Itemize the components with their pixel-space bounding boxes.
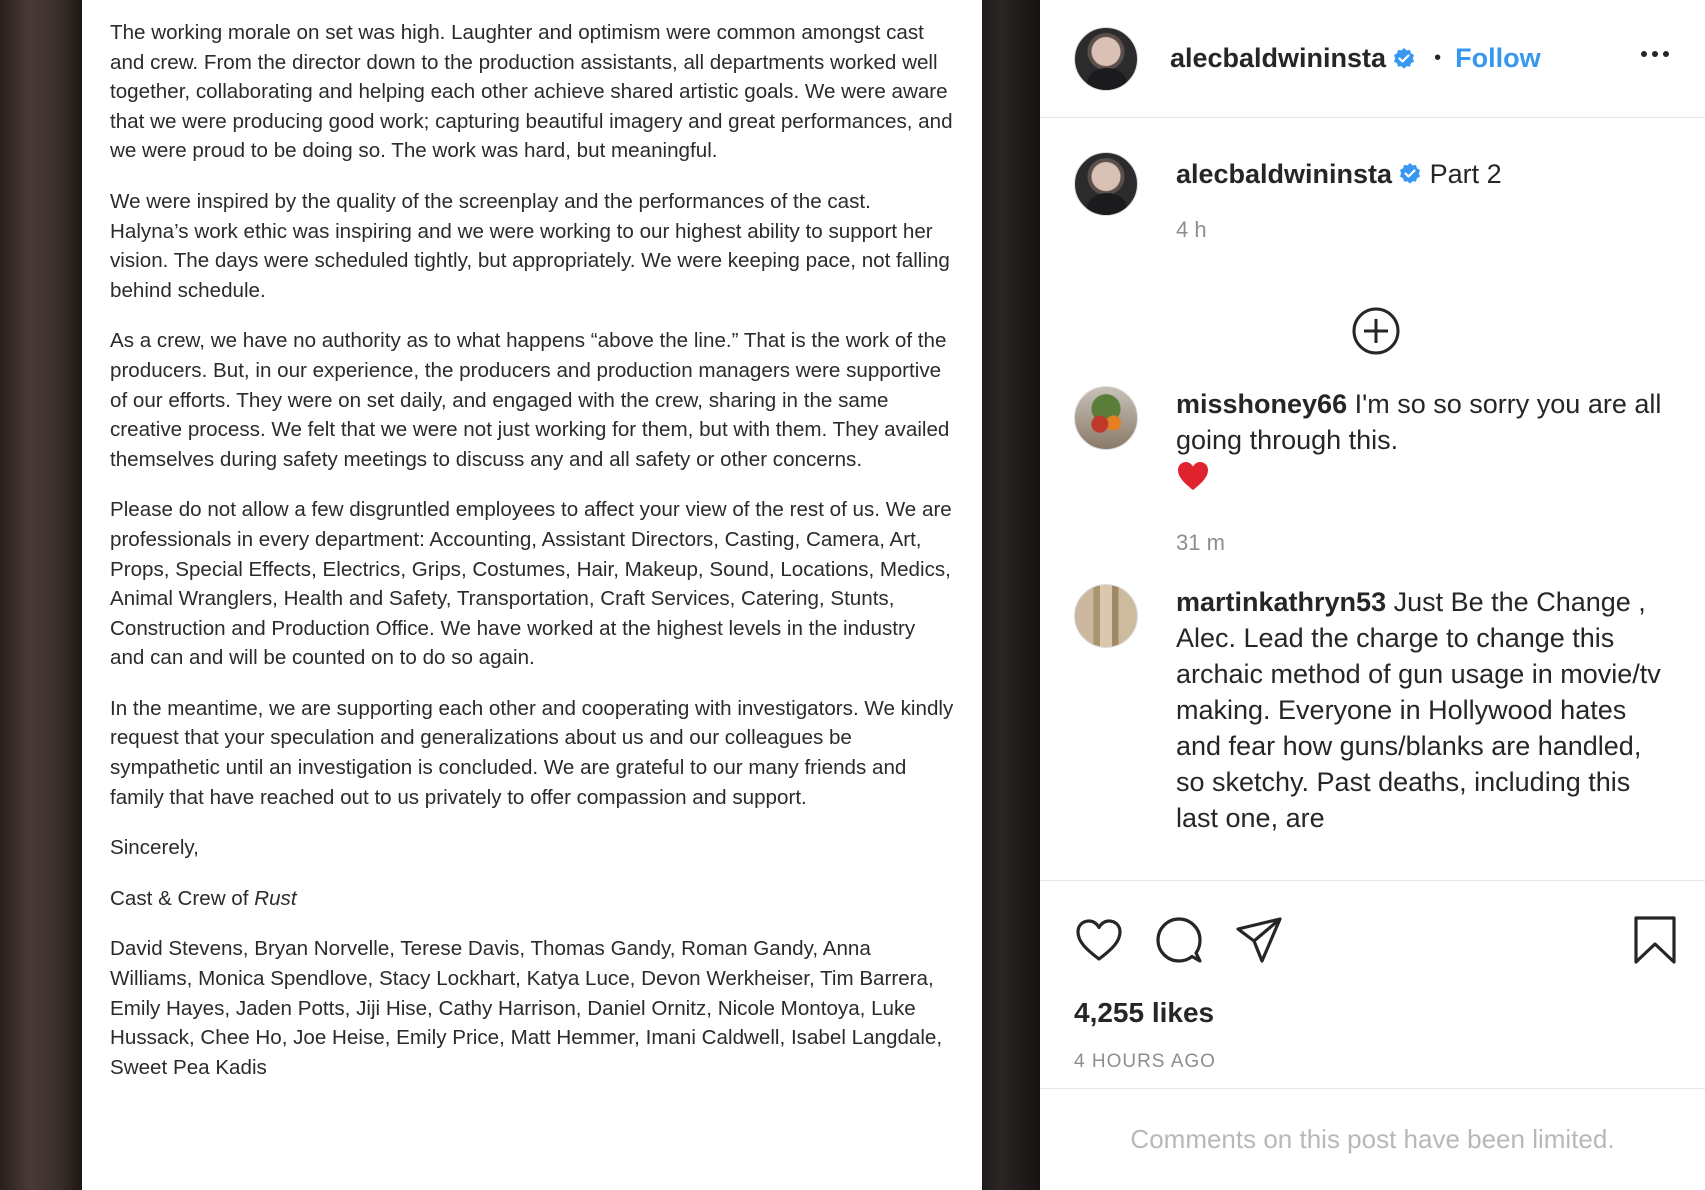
header-separator: • <box>1434 47 1442 69</box>
comment-icon[interactable] <box>1154 915 1204 965</box>
avatar[interactable] <box>1074 584 1138 648</box>
comment-item <box>1074 584 1674 836</box>
comment-username[interactable]: martinkathryn53 <box>1176 587 1387 617</box>
caption-time: 4 h <box>1176 217 1207 242</box>
comment-body <box>1176 386 1674 561</box>
more-options-icon[interactable] <box>1639 44 1671 64</box>
signature-prefix: Cast & Crew of <box>110 886 255 910</box>
instagram-post-panel <box>1040 0 1705 1190</box>
comments-section[interactable] <box>1040 118 1705 880</box>
post-header <box>1040 0 1705 118</box>
comment-time: 31 m <box>1176 530 1225 555</box>
add-circle-icon[interactable] <box>1351 306 1401 356</box>
follow-button[interactable]: Follow <box>1455 43 1541 73</box>
letter-paragraph-1: The working morale on set was high. Laughter and optimism were common amongst cast and crew. From the director down to the production assistants, all departments worked well together, collaborating and helping each other achieve shared artistic goals. We were aware that we were producing good work; capturing beautiful imagery and great performances, and we were proud to be doing so. The work was hard, but meaningful. <box>110 21 953 163</box>
comment-username[interactable]: misshoney66 <box>1176 389 1348 419</box>
actions-bar <box>1040 880 1705 1088</box>
signature-title: Rust <box>254 886 297 910</box>
caption-text: Part 2 <box>1429 159 1502 189</box>
letter-names: David Stevens, Bryan Norvelle, Terese Davis, Thomas Gandy, Roman Gandy, Anna Williams, Monica Spendlove, Stacy Lockhart, Katya Luce, Devon Werkheiser, Tim Barrera, Emily Hayes, Jaden Potts, Jiji Hise, Cathy Harrison, Daniel Ornitz, Nicole Montoya, Luke Hussack, Chee Ho, Joe Heise, Emily Price, Matt Hemmer, Imani Caldwell, Isabel Langdale, Sweet Pea Kadis <box>110 937 943 1079</box>
avatar[interactable] <box>1074 152 1138 216</box>
letter-paragraph-4: Please do not allow a few disgruntled employees to affect your view of the rest of us. We are professionals in every department: Accounting, Assistant Directors, Casting, Camera, Art, Props, Special Effects, Electrics, Grips, Costumes, Hair, Makeup, Sound, Locations, Medics, Animal Wranglers, Health and Safety, Transportation, Craft Services, Catering, Stunts, Construction and Production Office. We have worked at the highest levels in the industry and can and will be counted on to do so again. <box>110 498 952 670</box>
letter-closing: Sincerely, <box>110 836 199 860</box>
heart-icon[interactable] <box>1074 915 1124 965</box>
comment-text: I'm so so sorry you are all going through this. <box>1176 389 1662 455</box>
heart-emoji <box>1176 460 1674 501</box>
letter-document <box>82 0 982 1190</box>
letter-paragraph-5: In the meantime, we are supporting each other and cooperating with investigators. We kindly request that your speculation and generalizations about us and our colleagues be sympathetic until an investigation is concluded. We are grateful to our many friends and family that have reached out to us privately to offer compassion and support. <box>110 696 954 809</box>
comment-body <box>1176 584 1674 836</box>
letter-signature <box>110 884 954 914</box>
letter-paragraph-3: As a crew, we have no authority as to what happens “above the line.” That is the work of the producers. But, in our experience, the producers and production managers were supportive of our efforts. They were on set daily, and engaged with the crew, sharing in the same creative process. We felt that we were not just working for them, but with them. They availed themselves during safety meetings to discuss any and all safety or other concerns. <box>110 329 950 471</box>
caption-body <box>1176 156 1674 248</box>
bookmark-icon[interactable] <box>1630 915 1680 965</box>
share-icon[interactable] <box>1234 915 1284 965</box>
post-timestamp: 4 HOURS AGO <box>1074 1051 1216 1072</box>
comment-item <box>1074 386 1674 561</box>
avatar[interactable] <box>1074 386 1138 450</box>
verified-badge-icon <box>1398 162 1422 186</box>
caption <box>1074 152 1674 248</box>
header-user <box>1170 43 1541 74</box>
avatar[interactable] <box>1074 27 1138 91</box>
letter-paragraph-2: We were inspired by the quality of the screenplay and the performances of the cast. Halyna’s work ethic was inspiring and we were working to our highest ability to support her vision. The days were scheduled tightly, but appropriately. We were keeping pace, not falling behind schedule. <box>110 189 950 302</box>
like-count[interactable]: 4,255 likes <box>1074 997 1215 1028</box>
comments-limited-notice: Comments on this post have been limited. <box>1040 1088 1705 1190</box>
comment-text: Just Be the Change , Alec. Lead the charge to change this archaic method of gun usage in movie/tv making. Everyone in Hollywood hates and fear how guns/blanks are handled, so sketchy. Past deaths, including this last one, are <box>1176 587 1661 833</box>
red-heart-icon <box>1176 460 1210 492</box>
caption-username[interactable]: alecbaldwininsta <box>1176 159 1393 189</box>
header-username[interactable]: alecbaldwininsta <box>1170 43 1387 73</box>
verified-badge-icon <box>1392 47 1416 71</box>
